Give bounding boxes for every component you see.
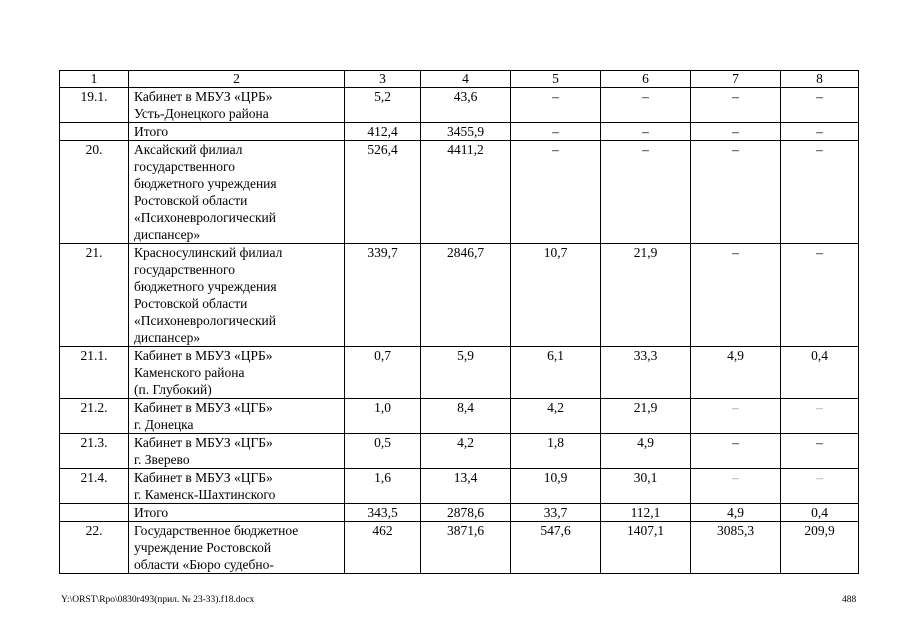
header-cell: 3 bbox=[345, 71, 421, 88]
value-cell: 4,2 bbox=[511, 399, 601, 434]
institution-name-cell bbox=[129, 469, 345, 504]
value-cell: 3871,6 bbox=[421, 522, 511, 574]
value-cell: 462 bbox=[345, 522, 421, 574]
value-cell: 4411,2 bbox=[421, 141, 511, 244]
row-number-cell: 21.1. bbox=[60, 347, 129, 399]
value-cell: 21,9 bbox=[601, 399, 691, 434]
value-cell: 0,4 bbox=[781, 504, 859, 522]
header-cell: 7 bbox=[691, 71, 781, 88]
table-row bbox=[60, 347, 859, 399]
value-cell: – bbox=[781, 123, 859, 141]
row-number-cell: 21.3. bbox=[60, 434, 129, 469]
institution-name-cell bbox=[129, 522, 345, 574]
value-cell: – bbox=[691, 434, 781, 469]
page-number: 488 bbox=[842, 595, 857, 605]
value-cell: 526,4 bbox=[345, 141, 421, 244]
institution-name-cell bbox=[129, 123, 345, 141]
row-number-cell: 20. bbox=[60, 141, 129, 244]
institution-name-line: Усть-Донецкого района bbox=[134, 106, 269, 121]
institution-name-line: бюджетного учреждения bbox=[134, 279, 277, 294]
table-row bbox=[60, 434, 859, 469]
value-cell: 1,6 bbox=[345, 469, 421, 504]
institution-name-line: Кабинет в МБУЗ «ЦГБ» bbox=[134, 435, 273, 450]
value-cell: 0,5 bbox=[345, 434, 421, 469]
value-cell: 412,4 bbox=[345, 123, 421, 141]
value-cell: – bbox=[691, 123, 781, 141]
header-cell: 5 bbox=[511, 71, 601, 88]
institution-name-cell bbox=[129, 504, 345, 522]
value-cell: – bbox=[691, 88, 781, 123]
institution-name-line: Кабинет в МБУЗ «ЦРБ» bbox=[134, 89, 273, 104]
value-cell: 2846,7 bbox=[421, 244, 511, 347]
header-cell: 2 bbox=[129, 71, 345, 88]
institution-name-line: Итого bbox=[134, 505, 169, 520]
value-cell: 2878,6 bbox=[421, 504, 511, 522]
value-cell: – bbox=[691, 469, 781, 504]
institution-name-line: Красносулинский филиал bbox=[134, 245, 283, 260]
value-cell: 5,2 bbox=[345, 88, 421, 123]
institution-name-line: г. Зверево bbox=[134, 452, 190, 467]
row-number-cell: 21. bbox=[60, 244, 129, 347]
value-cell: 4,9 bbox=[691, 347, 781, 399]
value-cell: 10,9 bbox=[511, 469, 601, 504]
value-cell: – bbox=[511, 123, 601, 141]
institution-name-line: Итого bbox=[134, 124, 169, 139]
value-cell: 4,9 bbox=[601, 434, 691, 469]
value-cell: – bbox=[781, 88, 859, 123]
value-cell: 8,4 bbox=[421, 399, 511, 434]
value-cell: 1,0 bbox=[345, 399, 421, 434]
value-cell: 6,1 bbox=[511, 347, 601, 399]
footer-file-path: Y:\ORST\Rpo\0830r493(прил. № 23-33).f18.docx bbox=[61, 595, 255, 605]
row-number-cell bbox=[60, 504, 129, 522]
table-row bbox=[60, 522, 859, 574]
institution-name-line: учреждение Ростовской bbox=[134, 540, 272, 555]
institution-name-line: бюджетного учреждения bbox=[134, 176, 277, 191]
table-row bbox=[60, 88, 859, 123]
value-cell: 3455,9 bbox=[421, 123, 511, 141]
value-cell: 1,8 bbox=[511, 434, 601, 469]
value-cell: – bbox=[601, 123, 691, 141]
institution-name-line: Ростовской области bbox=[134, 193, 248, 208]
value-cell: 112,1 bbox=[601, 504, 691, 522]
value-cell: 0,7 bbox=[345, 347, 421, 399]
value-cell: – bbox=[691, 244, 781, 347]
institution-name-line: Государственное бюджетное bbox=[134, 523, 299, 538]
row-number-cell bbox=[60, 123, 129, 141]
value-cell: 1407,1 bbox=[601, 522, 691, 574]
value-cell: 13,4 bbox=[421, 469, 511, 504]
value-cell: 21,9 bbox=[601, 244, 691, 347]
institution-name-line: г. Донецка bbox=[134, 417, 194, 432]
value-cell: – bbox=[781, 399, 859, 434]
institution-name-line: Аксайский филиал bbox=[134, 142, 243, 157]
value-cell: 209,9 bbox=[781, 522, 859, 574]
value-cell: – bbox=[781, 469, 859, 504]
value-cell: 30,1 bbox=[601, 469, 691, 504]
institution-name-line: «Психоневрологический bbox=[134, 210, 276, 225]
value-cell: 4,9 bbox=[691, 504, 781, 522]
row-number-cell: 19.1. bbox=[60, 88, 129, 123]
value-cell: 5,9 bbox=[421, 347, 511, 399]
row-number-cell: 21.4. bbox=[60, 469, 129, 504]
institution-name-line: «Психоневрологический bbox=[134, 313, 276, 328]
institution-name-line: Кабинет в МБУЗ «ЦРБ» bbox=[134, 348, 273, 363]
institution-name-cell bbox=[129, 88, 345, 123]
table-row bbox=[60, 141, 859, 244]
value-cell: 10,7 bbox=[511, 244, 601, 347]
header-cell: 4 bbox=[421, 71, 511, 88]
data-table bbox=[59, 70, 859, 574]
value-cell: 3085,3 bbox=[691, 522, 781, 574]
value-cell: – bbox=[691, 141, 781, 244]
header-cell: 6 bbox=[601, 71, 691, 88]
institution-name-cell bbox=[129, 347, 345, 399]
value-cell: – bbox=[781, 434, 859, 469]
institution-name-line: диспансер» bbox=[134, 330, 201, 345]
institution-name-line: Кабинет в МБУЗ «ЦГБ» bbox=[134, 400, 273, 415]
table-row bbox=[60, 469, 859, 504]
value-cell: 33,7 bbox=[511, 504, 601, 522]
value-cell: – bbox=[601, 141, 691, 244]
row-number-cell: 22. bbox=[60, 522, 129, 574]
value-cell: – bbox=[511, 88, 601, 123]
institution-name-line: государственного bbox=[134, 159, 235, 174]
institution-name-cell bbox=[129, 434, 345, 469]
table-row bbox=[60, 123, 859, 141]
value-cell: 43,6 bbox=[421, 88, 511, 123]
institution-name-line: области «Бюро судебно- bbox=[134, 557, 274, 572]
header-cell: 8 bbox=[781, 71, 859, 88]
value-cell: – bbox=[781, 244, 859, 347]
value-cell: 343,5 bbox=[345, 504, 421, 522]
header-cell: 1 bbox=[60, 71, 129, 88]
table-row bbox=[60, 399, 859, 434]
institution-name-cell bbox=[129, 141, 345, 244]
institution-name-line: (п. Глубокий) bbox=[134, 382, 212, 397]
value-cell: 547,6 bbox=[511, 522, 601, 574]
value-cell: – bbox=[781, 141, 859, 244]
table-header-row bbox=[60, 71, 859, 88]
institution-name-line: Ростовской области bbox=[134, 296, 248, 311]
value-cell: 4,2 bbox=[421, 434, 511, 469]
institution-name-line: государственного bbox=[134, 262, 235, 277]
value-cell: 0,4 bbox=[781, 347, 859, 399]
institution-name-line: Каменского района bbox=[134, 365, 245, 380]
institution-name-line: г. Каменск-Шахтинского bbox=[134, 487, 276, 502]
value-cell: – bbox=[691, 399, 781, 434]
institution-name-cell bbox=[129, 244, 345, 347]
institution-name-line: Кабинет в МБУЗ «ЦГБ» bbox=[134, 470, 273, 485]
value-cell: 33,3 bbox=[601, 347, 691, 399]
row-number-cell: 21.2. bbox=[60, 399, 129, 434]
institution-name-line: диспансер» bbox=[134, 227, 201, 242]
table-row bbox=[60, 504, 859, 522]
table-row bbox=[60, 244, 859, 347]
value-cell: – bbox=[601, 88, 691, 123]
value-cell: – bbox=[511, 141, 601, 244]
institution-name-cell bbox=[129, 399, 345, 434]
value-cell: 339,7 bbox=[345, 244, 421, 347]
